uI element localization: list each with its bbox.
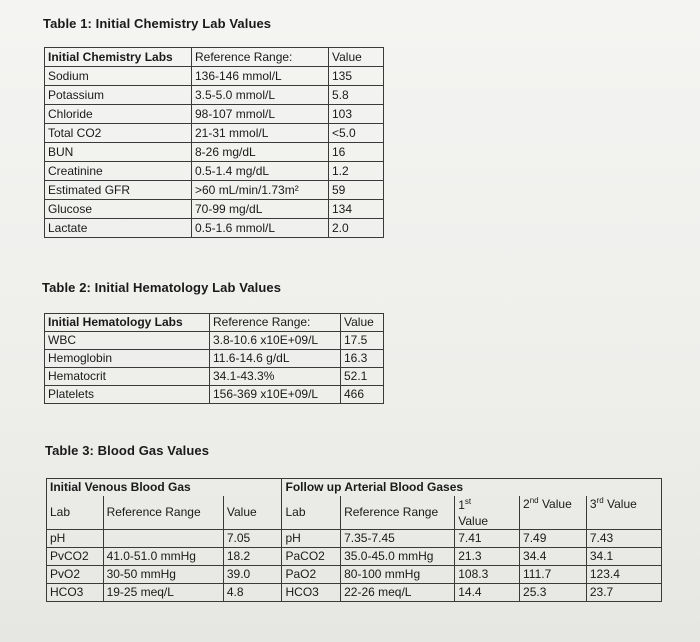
venous-value: 18.2 — [223, 548, 282, 566]
header-cell-third-value — [586, 496, 661, 530]
venous-reference-range: 30-50 mmHg — [103, 566, 223, 584]
arterial-lab: PaCO2 — [282, 548, 341, 566]
lab-name: Hemoglobin — [45, 350, 210, 368]
arterial-lab: pH — [282, 530, 341, 548]
table-row — [45, 86, 384, 105]
arterial-lab: HCO3 — [282, 584, 341, 602]
venous-lab: PvCO2 — [47, 548, 104, 566]
arterial-second-value: 7.49 — [520, 530, 587, 548]
arterial-third-value: 34.1 — [586, 548, 661, 566]
table-header-row — [45, 48, 384, 67]
arterial-first-value: 108.3 — [455, 566, 520, 584]
reference-range: 70-99 mg/dL — [192, 200, 329, 219]
table-row — [47, 584, 662, 602]
table-row — [45, 67, 384, 86]
venous-group-title: Initial Venous Blood Gas — [47, 479, 282, 497]
second-value-label: Value — [538, 497, 572, 511]
arterial-reference-range: 7.35-7.45 — [341, 530, 455, 548]
lab-name: Hematocrit — [45, 368, 210, 386]
blood-gas-table — [46, 478, 662, 602]
venous-reference-range: 41.0-51.0 mmHg — [103, 548, 223, 566]
venous-lab: PvO2 — [47, 566, 104, 584]
venous-reference-range: 19-25 meq/L — [103, 584, 223, 602]
reference-range: 0.5-1.4 mg/dL — [192, 162, 329, 181]
lab-value: 16 — [329, 143, 384, 162]
lab-name: BUN — [45, 143, 192, 162]
ordinal-suffix: rd — [596, 496, 604, 505]
arterial-reference-range: 80-100 mmHg — [341, 566, 455, 584]
ordinal-suffix: st — [464, 497, 472, 506]
venous-lab: pH — [47, 530, 104, 548]
arterial-reference-range: 35.0-45.0 mmHg — [341, 548, 455, 566]
lab-value: 52.1 — [341, 368, 384, 386]
lab-name: Glucose — [45, 200, 192, 219]
reference-range: 136-146 mmol/L — [192, 67, 329, 86]
venous-value: 39.0 — [223, 566, 282, 584]
lab-name: Sodium — [45, 67, 192, 86]
venous-reference-range — [103, 530, 223, 548]
header-cell-second-value — [520, 496, 587, 530]
table-row — [47, 566, 662, 584]
lab-value: 16.3 — [341, 350, 384, 368]
arterial-third-value: 23.7 — [586, 584, 661, 602]
reference-range: 11.6-14.6 g/dL — [210, 350, 341, 368]
first-value-number: 1 — [458, 498, 465, 512]
second-value-number: 2 — [523, 497, 530, 511]
lab-name: Estimated GFR — [45, 181, 192, 200]
arterial-first-value: 21.3 — [455, 548, 520, 566]
table-group-header-row — [47, 479, 662, 497]
lab-value: 1.2 — [329, 162, 384, 181]
table-row — [45, 105, 384, 124]
header-cell: Value — [341, 314, 384, 332]
header-cell: Value — [329, 48, 384, 67]
table2-caption: Table 2: Initial Hematology Lab Values — [42, 280, 282, 295]
third-value-label: Value — [603, 497, 637, 511]
arterial-second-value: 111.7 — [520, 566, 587, 584]
hematology-lab-table — [44, 313, 384, 404]
arterial-group-title: Follow up Arterial Blood Gases — [282, 479, 662, 497]
arterial-second-value: 34.4 — [520, 548, 587, 566]
ordinal-suffix: nd — [529, 496, 539, 505]
venous-value: 4.8 — [223, 584, 282, 602]
table-row — [45, 386, 384, 404]
reference-range: 21-31 mmol/L — [192, 124, 329, 143]
lab-value: 103 — [329, 105, 384, 124]
lab-name: Creatinine — [45, 162, 192, 181]
arterial-lab: PaO2 — [282, 566, 341, 584]
header-cell: Initial Hematology Labs — [45, 314, 210, 332]
header-cell: Reference Range — [103, 496, 223, 530]
lab-name: Total CO2 — [45, 124, 192, 143]
header-cell: Lab — [47, 496, 104, 530]
header-cell: Reference Range: — [192, 48, 329, 67]
reference-range: 3.5-5.0 mmol/L — [192, 86, 329, 105]
table-row — [45, 332, 384, 350]
table-row — [47, 530, 662, 548]
venous-value: 7.05 — [223, 530, 282, 548]
lab-value: 135 — [329, 67, 384, 86]
header-cell: Value — [223, 496, 282, 530]
reference-range: 34.1-43.3% — [210, 368, 341, 386]
chemistry-lab-table — [44, 47, 384, 238]
lab-value: 134 — [329, 200, 384, 219]
arterial-first-value: 7.41 — [455, 530, 520, 548]
header-cell: Reference Range — [341, 496, 455, 530]
lab-name: Chloride — [45, 105, 192, 124]
table-row — [45, 219, 384, 238]
arterial-first-value: 14.4 — [455, 584, 520, 602]
table-row — [45, 368, 384, 386]
arterial-third-value: 7.43 — [586, 530, 661, 548]
table-header-row — [45, 314, 384, 332]
reference-range: 98-107 mmol/L — [192, 105, 329, 124]
lab-value: 5.8 — [329, 86, 384, 105]
lab-name: Lactate — [45, 219, 192, 238]
header-cell: Reference Range: — [210, 314, 341, 332]
venous-lab: HCO3 — [47, 584, 104, 602]
reference-range: >60 mL/min/1.73m² — [192, 181, 329, 200]
lab-value: <5.0 — [329, 124, 384, 143]
lab-value: 17.5 — [341, 332, 384, 350]
lab-name: WBC — [45, 332, 210, 350]
table-row — [45, 143, 384, 162]
reference-range: 8-26 mg/dL — [192, 143, 329, 162]
table-row — [45, 181, 384, 200]
lab-name: Potassium — [45, 86, 192, 105]
third-value-number: 3 — [589, 497, 597, 511]
table-row — [45, 350, 384, 368]
reference-range: 156-369 x10E+09/L — [210, 386, 341, 404]
lab-name: Platelets — [45, 386, 210, 404]
first-value-label: Value — [458, 514, 489, 528]
lab-value: 466 — [341, 386, 384, 404]
arterial-second-value: 25.3 — [520, 584, 587, 602]
header-cell: Lab — [282, 496, 341, 530]
table1-caption: Table 1: Initial Chemistry Lab Values — [43, 16, 272, 31]
reference-range: 0.5-1.6 mmol/L — [192, 219, 329, 238]
table-row — [45, 200, 384, 219]
arterial-third-value: 123.4 — [586, 566, 661, 584]
lab-value: 59 — [329, 181, 384, 200]
table-row — [45, 162, 384, 181]
header-cell-first-value — [455, 496, 520, 530]
lab-value: 2.0 — [329, 219, 384, 238]
table-header-row — [47, 496, 662, 530]
table-row — [47, 548, 662, 566]
header-cell: Initial Chemistry Labs — [45, 48, 192, 67]
table3-caption: Table 3: Blood Gas Values — [45, 443, 210, 458]
reference-range: 3.8-10.6 x10E+09/L — [210, 332, 341, 350]
table-row — [45, 124, 384, 143]
arterial-reference-range: 22-26 meq/L — [341, 584, 455, 602]
